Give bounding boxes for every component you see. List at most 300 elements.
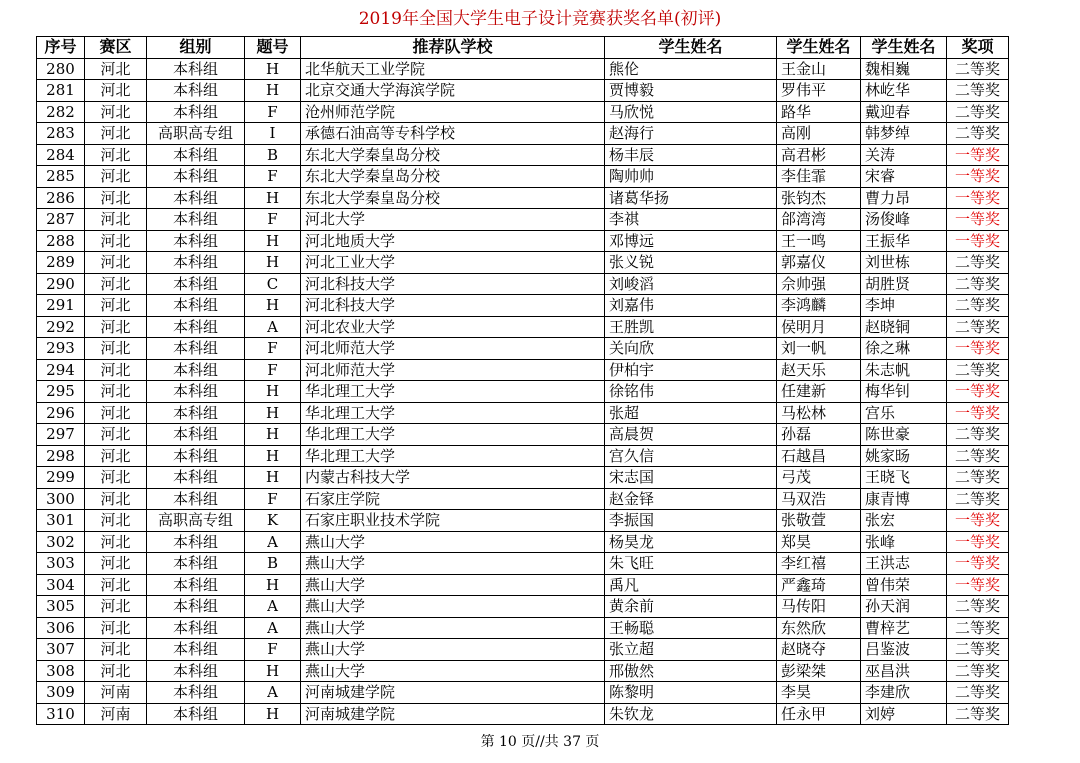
cell-school: 河北农业大学: [301, 316, 605, 338]
cell-student-1: 杨昊龙: [605, 531, 777, 553]
cell-school: 东北大学秦皇岛分校: [301, 166, 605, 188]
cell-region: 河北: [85, 359, 147, 381]
cell-problem: F: [245, 338, 301, 360]
cell-group: 本科组: [147, 445, 245, 467]
table-row: [37, 617, 1009, 639]
cell-region: 河北: [85, 553, 147, 575]
page-title: 2019年全国大学生电子设计竞赛获奖名单(初评): [358, 9, 722, 29]
table-row: [37, 166, 1009, 188]
table-row: [37, 639, 1009, 661]
cell-award: 二等奖: [947, 639, 1009, 661]
cell-school: 河北大学: [301, 209, 605, 231]
cell-award: 一等奖: [947, 510, 1009, 532]
cell-region: 河北: [85, 144, 147, 166]
table-row: [37, 531, 1009, 553]
cell-index: 284: [37, 144, 85, 166]
cell-problem: H: [245, 80, 301, 102]
cell-group: 本科组: [147, 166, 245, 188]
cell-student-3: 张峰: [861, 531, 947, 553]
table-row: [37, 187, 1009, 209]
cell-student-2: 孙磊: [777, 424, 861, 446]
cell-group: 本科组: [147, 359, 245, 381]
cell-award: 二等奖: [947, 295, 1009, 317]
cell-student-3: 宫乐: [861, 402, 947, 424]
cell-student-3: 朱志帆: [861, 359, 947, 381]
cell-problem: H: [245, 58, 301, 80]
cell-student-1: 关向欣: [605, 338, 777, 360]
cell-index: 289: [37, 252, 85, 274]
cell-student-1: 赵金铎: [605, 488, 777, 510]
cell-problem: H: [245, 424, 301, 446]
cell-award: 二等奖: [947, 445, 1009, 467]
cell-region: 河北: [85, 467, 147, 489]
cell-student-1: 贾博毅: [605, 80, 777, 102]
cell-group: 本科组: [147, 338, 245, 360]
table-row: [37, 682, 1009, 704]
cell-school: 石家庄职业技术学院: [301, 510, 605, 532]
cell-region: 河北: [85, 101, 147, 123]
cell-problem: F: [245, 359, 301, 381]
cell-student-3: 曹梓艺: [861, 617, 947, 639]
cell-group: 高职高专组: [147, 123, 245, 145]
cell-group: 本科组: [147, 80, 245, 102]
cell-group: 本科组: [147, 660, 245, 682]
cell-student-1: 杨丰辰: [605, 144, 777, 166]
cell-student-1: 王畅聪: [605, 617, 777, 639]
table-row: [37, 574, 1009, 596]
cell-school: 华北理工大学: [301, 381, 605, 403]
cell-index: 287: [37, 209, 85, 231]
cell-award: 二等奖: [947, 101, 1009, 123]
cell-student-1: 李振国: [605, 510, 777, 532]
cell-region: 河北: [85, 617, 147, 639]
cell-region: 河北: [85, 574, 147, 596]
cell-problem: H: [245, 703, 301, 725]
header-cell: 赛区: [85, 37, 147, 59]
table-row: [37, 553, 1009, 575]
cell-group: 本科组: [147, 424, 245, 446]
cell-index: 288: [37, 230, 85, 252]
header-cell: 推荐队学校: [301, 37, 605, 59]
cell-school: 河北师范大学: [301, 359, 605, 381]
cell-region: 河南: [85, 682, 147, 704]
cell-student-1: 赵海行: [605, 123, 777, 145]
header-cell: 学生姓名: [861, 37, 947, 59]
cell-student-3: 姚家旸: [861, 445, 947, 467]
cell-school: 河南城建学院: [301, 703, 605, 725]
cell-student-2: 侯明月: [777, 316, 861, 338]
cell-region: 河北: [85, 402, 147, 424]
cell-problem: A: [245, 531, 301, 553]
cell-index: 294: [37, 359, 85, 381]
cell-region: 河北: [85, 80, 147, 102]
cell-index: 298: [37, 445, 85, 467]
cell-student-1: 王胜凯: [605, 316, 777, 338]
header-cell: 学生姓名: [605, 37, 777, 59]
cell-region: 河北: [85, 58, 147, 80]
cell-problem: H: [245, 402, 301, 424]
cell-student-3: 张宏: [861, 510, 947, 532]
cell-group: 本科组: [147, 101, 245, 123]
cell-region: 河北: [85, 531, 147, 553]
cell-index: 291: [37, 295, 85, 317]
cell-student-3: 刘世栋: [861, 252, 947, 274]
cell-student-2: 王一鸣: [777, 230, 861, 252]
cell-problem: F: [245, 166, 301, 188]
cell-student-1: 张立超: [605, 639, 777, 661]
table-row: [37, 660, 1009, 682]
cell-student-3: 胡胜贤: [861, 273, 947, 295]
cell-student-3: 王洪志: [861, 553, 947, 575]
cell-index: 300: [37, 488, 85, 510]
cell-student-1: 邓博远: [605, 230, 777, 252]
cell-student-1: 马欣悦: [605, 101, 777, 123]
cell-student-2: 赵晓夺: [777, 639, 861, 661]
cell-award: 二等奖: [947, 682, 1009, 704]
cell-student-2: 马双浩: [777, 488, 861, 510]
table-row: [37, 273, 1009, 295]
cell-student-2: 张敬萱: [777, 510, 861, 532]
table-row: [37, 596, 1009, 618]
cell-problem: B: [245, 144, 301, 166]
cell-group: 本科组: [147, 574, 245, 596]
table-row: [37, 445, 1009, 467]
table-row: [37, 703, 1009, 725]
cell-group: 本科组: [147, 402, 245, 424]
cell-award: 二等奖: [947, 596, 1009, 618]
cell-student-1: 张义锐: [605, 252, 777, 274]
cell-problem: A: [245, 682, 301, 704]
cell-school: 河南城建学院: [301, 682, 605, 704]
award-table: [36, 36, 1009, 725]
cell-region: 河北: [85, 123, 147, 145]
cell-award: 二等奖: [947, 660, 1009, 682]
cell-student-3: 韩梦绰: [861, 123, 947, 145]
cell-index: 283: [37, 123, 85, 145]
cell-student-2: 李昊: [777, 682, 861, 704]
cell-student-2: 郭嘉仪: [777, 252, 861, 274]
cell-student-1: 宋志国: [605, 467, 777, 489]
cell-student-1: 诸葛华扬: [605, 187, 777, 209]
cell-student-1: 邢傲然: [605, 660, 777, 682]
cell-problem: B: [245, 553, 301, 575]
cell-school: 河北师范大学: [301, 338, 605, 360]
cell-region: 河北: [85, 510, 147, 532]
cell-group: 本科组: [147, 187, 245, 209]
cell-group: 本科组: [147, 58, 245, 80]
cell-student-1: 陶帅帅: [605, 166, 777, 188]
cell-region: 河北: [85, 252, 147, 274]
cell-index: 282: [37, 101, 85, 123]
cell-group: 本科组: [147, 682, 245, 704]
cell-problem: H: [245, 467, 301, 489]
table-row: [37, 510, 1009, 532]
cell-award: 一等奖: [947, 338, 1009, 360]
cell-problem: A: [245, 316, 301, 338]
cell-student-2: 彭梁桀: [777, 660, 861, 682]
cell-problem: H: [245, 295, 301, 317]
cell-award: 一等奖: [947, 574, 1009, 596]
cell-award: 二等奖: [947, 58, 1009, 80]
header-cell: 序号: [37, 37, 85, 59]
cell-region: 河南: [85, 703, 147, 725]
cell-index: 305: [37, 596, 85, 618]
cell-school: 华北理工大学: [301, 424, 605, 446]
cell-award: 二等奖: [947, 80, 1009, 102]
cell-school: 燕山大学: [301, 639, 605, 661]
cell-group: 本科组: [147, 230, 245, 252]
cell-student-2: 严鑫琦: [777, 574, 861, 596]
cell-group: 本科组: [147, 252, 245, 274]
table-row: [37, 488, 1009, 510]
cell-group: 本科组: [147, 553, 245, 575]
cell-region: 河北: [85, 424, 147, 446]
cell-student-1: 高晨贺: [605, 424, 777, 446]
cell-student-1: 朱钦龙: [605, 703, 777, 725]
cell-school: 华北理工大学: [301, 402, 605, 424]
cell-school: 燕山大学: [301, 596, 605, 618]
cell-student-2: 高刚: [777, 123, 861, 145]
cell-problem: H: [245, 230, 301, 252]
cell-award: 二等奖: [947, 488, 1009, 510]
cell-student-1: 熊伦: [605, 58, 777, 80]
cell-group: 本科组: [147, 531, 245, 553]
cell-award: 二等奖: [947, 316, 1009, 338]
cell-student-2: 任建新: [777, 381, 861, 403]
cell-school: 北京交通大学海滨学院: [301, 80, 605, 102]
cell-student-3: 关涛: [861, 144, 947, 166]
cell-student-2: 高君彬: [777, 144, 861, 166]
cell-group: 本科组: [147, 617, 245, 639]
cell-problem: H: [245, 660, 301, 682]
cell-student-2: 佘帅强: [777, 273, 861, 295]
cell-student-1: 宫久信: [605, 445, 777, 467]
cell-index: 285: [37, 166, 85, 188]
cell-group: 高职高专组: [147, 510, 245, 532]
cell-region: 河北: [85, 187, 147, 209]
cell-school: 燕山大学: [301, 617, 605, 639]
cell-problem: K: [245, 510, 301, 532]
cell-student-3: 赵晓铜: [861, 316, 947, 338]
cell-index: 290: [37, 273, 85, 295]
cell-index: 303: [37, 553, 85, 575]
cell-award: 二等奖: [947, 467, 1009, 489]
cell-index: 286: [37, 187, 85, 209]
cell-award: 二等奖: [947, 252, 1009, 274]
cell-student-3: 魏相巍: [861, 58, 947, 80]
cell-student-3: 刘婷: [861, 703, 947, 725]
cell-index: 299: [37, 467, 85, 489]
cell-student-3: 戴迎春: [861, 101, 947, 123]
cell-student-2: 路华: [777, 101, 861, 123]
cell-region: 河北: [85, 488, 147, 510]
cell-award: 一等奖: [947, 402, 1009, 424]
cell-student-2: 郃湾湾: [777, 209, 861, 231]
cell-student-3: 曾伟荣: [861, 574, 947, 596]
cell-group: 本科组: [147, 596, 245, 618]
cell-problem: A: [245, 596, 301, 618]
cell-student-3: 李坤: [861, 295, 947, 317]
cell-school: 燕山大学: [301, 531, 605, 553]
page-footer: 第 10 页//共 37 页: [480, 734, 600, 750]
cell-region: 河北: [85, 445, 147, 467]
table-row: [37, 424, 1009, 446]
cell-award: 一等奖: [947, 230, 1009, 252]
cell-student-3: 陈世豪: [861, 424, 947, 446]
cell-problem: A: [245, 617, 301, 639]
cell-award: 一等奖: [947, 144, 1009, 166]
cell-student-2: 石越昌: [777, 445, 861, 467]
cell-problem: C: [245, 273, 301, 295]
cell-student-1: 徐铭伟: [605, 381, 777, 403]
cell-student-2: 李红禧: [777, 553, 861, 575]
cell-index: 306: [37, 617, 85, 639]
cell-index: 280: [37, 58, 85, 80]
cell-index: 307: [37, 639, 85, 661]
cell-school: 河北科技大学: [301, 295, 605, 317]
cell-region: 河北: [85, 230, 147, 252]
table-row: [37, 316, 1009, 338]
cell-school: 河北科技大学: [301, 273, 605, 295]
cell-school: 北华航天工业学院: [301, 58, 605, 80]
cell-student-1: 黄余前: [605, 596, 777, 618]
cell-student-2: 刘一帆: [777, 338, 861, 360]
cell-student-1: 陈黎明: [605, 682, 777, 704]
cell-school: 东北大学秦皇岛分校: [301, 144, 605, 166]
cell-school: 燕山大学: [301, 553, 605, 575]
cell-group: 本科组: [147, 273, 245, 295]
cell-index: 302: [37, 531, 85, 553]
cell-student-1: 张超: [605, 402, 777, 424]
table-row: [37, 209, 1009, 231]
cell-student-3: 王晓飞: [861, 467, 947, 489]
table-row: [37, 381, 1009, 403]
cell-group: 本科组: [147, 703, 245, 725]
header-cell: 奖项: [947, 37, 1009, 59]
cell-student-3: 康青博: [861, 488, 947, 510]
cell-school: 燕山大学: [301, 574, 605, 596]
cell-student-2: 李佳霏: [777, 166, 861, 188]
cell-student-1: 刘峻滔: [605, 273, 777, 295]
cell-problem: F: [245, 101, 301, 123]
table-row: [37, 144, 1009, 166]
cell-region: 河北: [85, 381, 147, 403]
cell-student-2: 马传阳: [777, 596, 861, 618]
cell-award: 一等奖: [947, 381, 1009, 403]
cell-region: 河北: [85, 316, 147, 338]
cell-award: 一等奖: [947, 209, 1009, 231]
header-cell: 组别: [147, 37, 245, 59]
cell-school: 承德石油高等专科学校: [301, 123, 605, 145]
cell-group: 本科组: [147, 295, 245, 317]
cell-award: 二等奖: [947, 617, 1009, 639]
cell-award: 二等奖: [947, 359, 1009, 381]
cell-student-1: 李祺: [605, 209, 777, 231]
cell-index: 293: [37, 338, 85, 360]
cell-student-1: 伊柏宇: [605, 359, 777, 381]
cell-student-2: 东然欣: [777, 617, 861, 639]
cell-award: 一等奖: [947, 553, 1009, 575]
table-body: [37, 58, 1009, 725]
cell-group: 本科组: [147, 488, 245, 510]
table-header-row: [37, 37, 1009, 59]
cell-student-3: 王振华: [861, 230, 947, 252]
table-row: [37, 338, 1009, 360]
cell-student-2: 王金山: [777, 58, 861, 80]
table-row: [37, 359, 1009, 381]
cell-school: 沧州师范学院: [301, 101, 605, 123]
cell-student-1: 刘嘉伟: [605, 295, 777, 317]
cell-student-3: 梅华钊: [861, 381, 947, 403]
cell-group: 本科组: [147, 639, 245, 661]
cell-index: 296: [37, 402, 85, 424]
cell-problem: H: [245, 252, 301, 274]
cell-school: 华北理工大学: [301, 445, 605, 467]
cell-problem: H: [245, 445, 301, 467]
cell-group: 本科组: [147, 316, 245, 338]
cell-region: 河北: [85, 295, 147, 317]
cell-problem: F: [245, 488, 301, 510]
cell-index: 295: [37, 381, 85, 403]
cell-award: 二等奖: [947, 424, 1009, 446]
table-row: [37, 230, 1009, 252]
cell-student-3: 李建欣: [861, 682, 947, 704]
cell-school: 内蒙古科技大学: [301, 467, 605, 489]
header-cell: 题号: [245, 37, 301, 59]
cell-school: 燕山大学: [301, 660, 605, 682]
cell-award: 二等奖: [947, 703, 1009, 725]
cell-student-1: 朱飞旺: [605, 553, 777, 575]
cell-student-3: 宋睿: [861, 166, 947, 188]
cell-region: 河北: [85, 639, 147, 661]
cell-index: 304: [37, 574, 85, 596]
cell-award: 一等奖: [947, 187, 1009, 209]
cell-problem: H: [245, 574, 301, 596]
cell-problem: H: [245, 381, 301, 403]
cell-problem: H: [245, 187, 301, 209]
cell-student-3: 曹力昂: [861, 187, 947, 209]
cell-student-2: 李鸿麟: [777, 295, 861, 317]
cell-index: 292: [37, 316, 85, 338]
table-row: [37, 58, 1009, 80]
cell-group: 本科组: [147, 144, 245, 166]
cell-group: 本科组: [147, 467, 245, 489]
cell-student-2: 张钧杰: [777, 187, 861, 209]
cell-index: 281: [37, 80, 85, 102]
cell-region: 河北: [85, 273, 147, 295]
cell-index: 297: [37, 424, 85, 446]
cell-school: 河北工业大学: [301, 252, 605, 274]
cell-school: 河北地质大学: [301, 230, 605, 252]
cell-index: 308: [37, 660, 85, 682]
cell-student-2: 马松林: [777, 402, 861, 424]
table-row: [37, 101, 1009, 123]
cell-student-3: 林屹华: [861, 80, 947, 102]
cell-region: 河北: [85, 660, 147, 682]
cell-problem: F: [245, 639, 301, 661]
cell-award: 一等奖: [947, 531, 1009, 553]
table-row: [37, 467, 1009, 489]
cell-award: 一等奖: [947, 166, 1009, 188]
header-cell: 学生姓名: [777, 37, 861, 59]
cell-group: 本科组: [147, 209, 245, 231]
cell-student-2: 赵天乐: [777, 359, 861, 381]
cell-school: 石家庄学院: [301, 488, 605, 510]
table-row: [37, 295, 1009, 317]
cell-region: 河北: [85, 338, 147, 360]
cell-student-3: 巫昌洪: [861, 660, 947, 682]
cell-student-2: 弓茂: [777, 467, 861, 489]
